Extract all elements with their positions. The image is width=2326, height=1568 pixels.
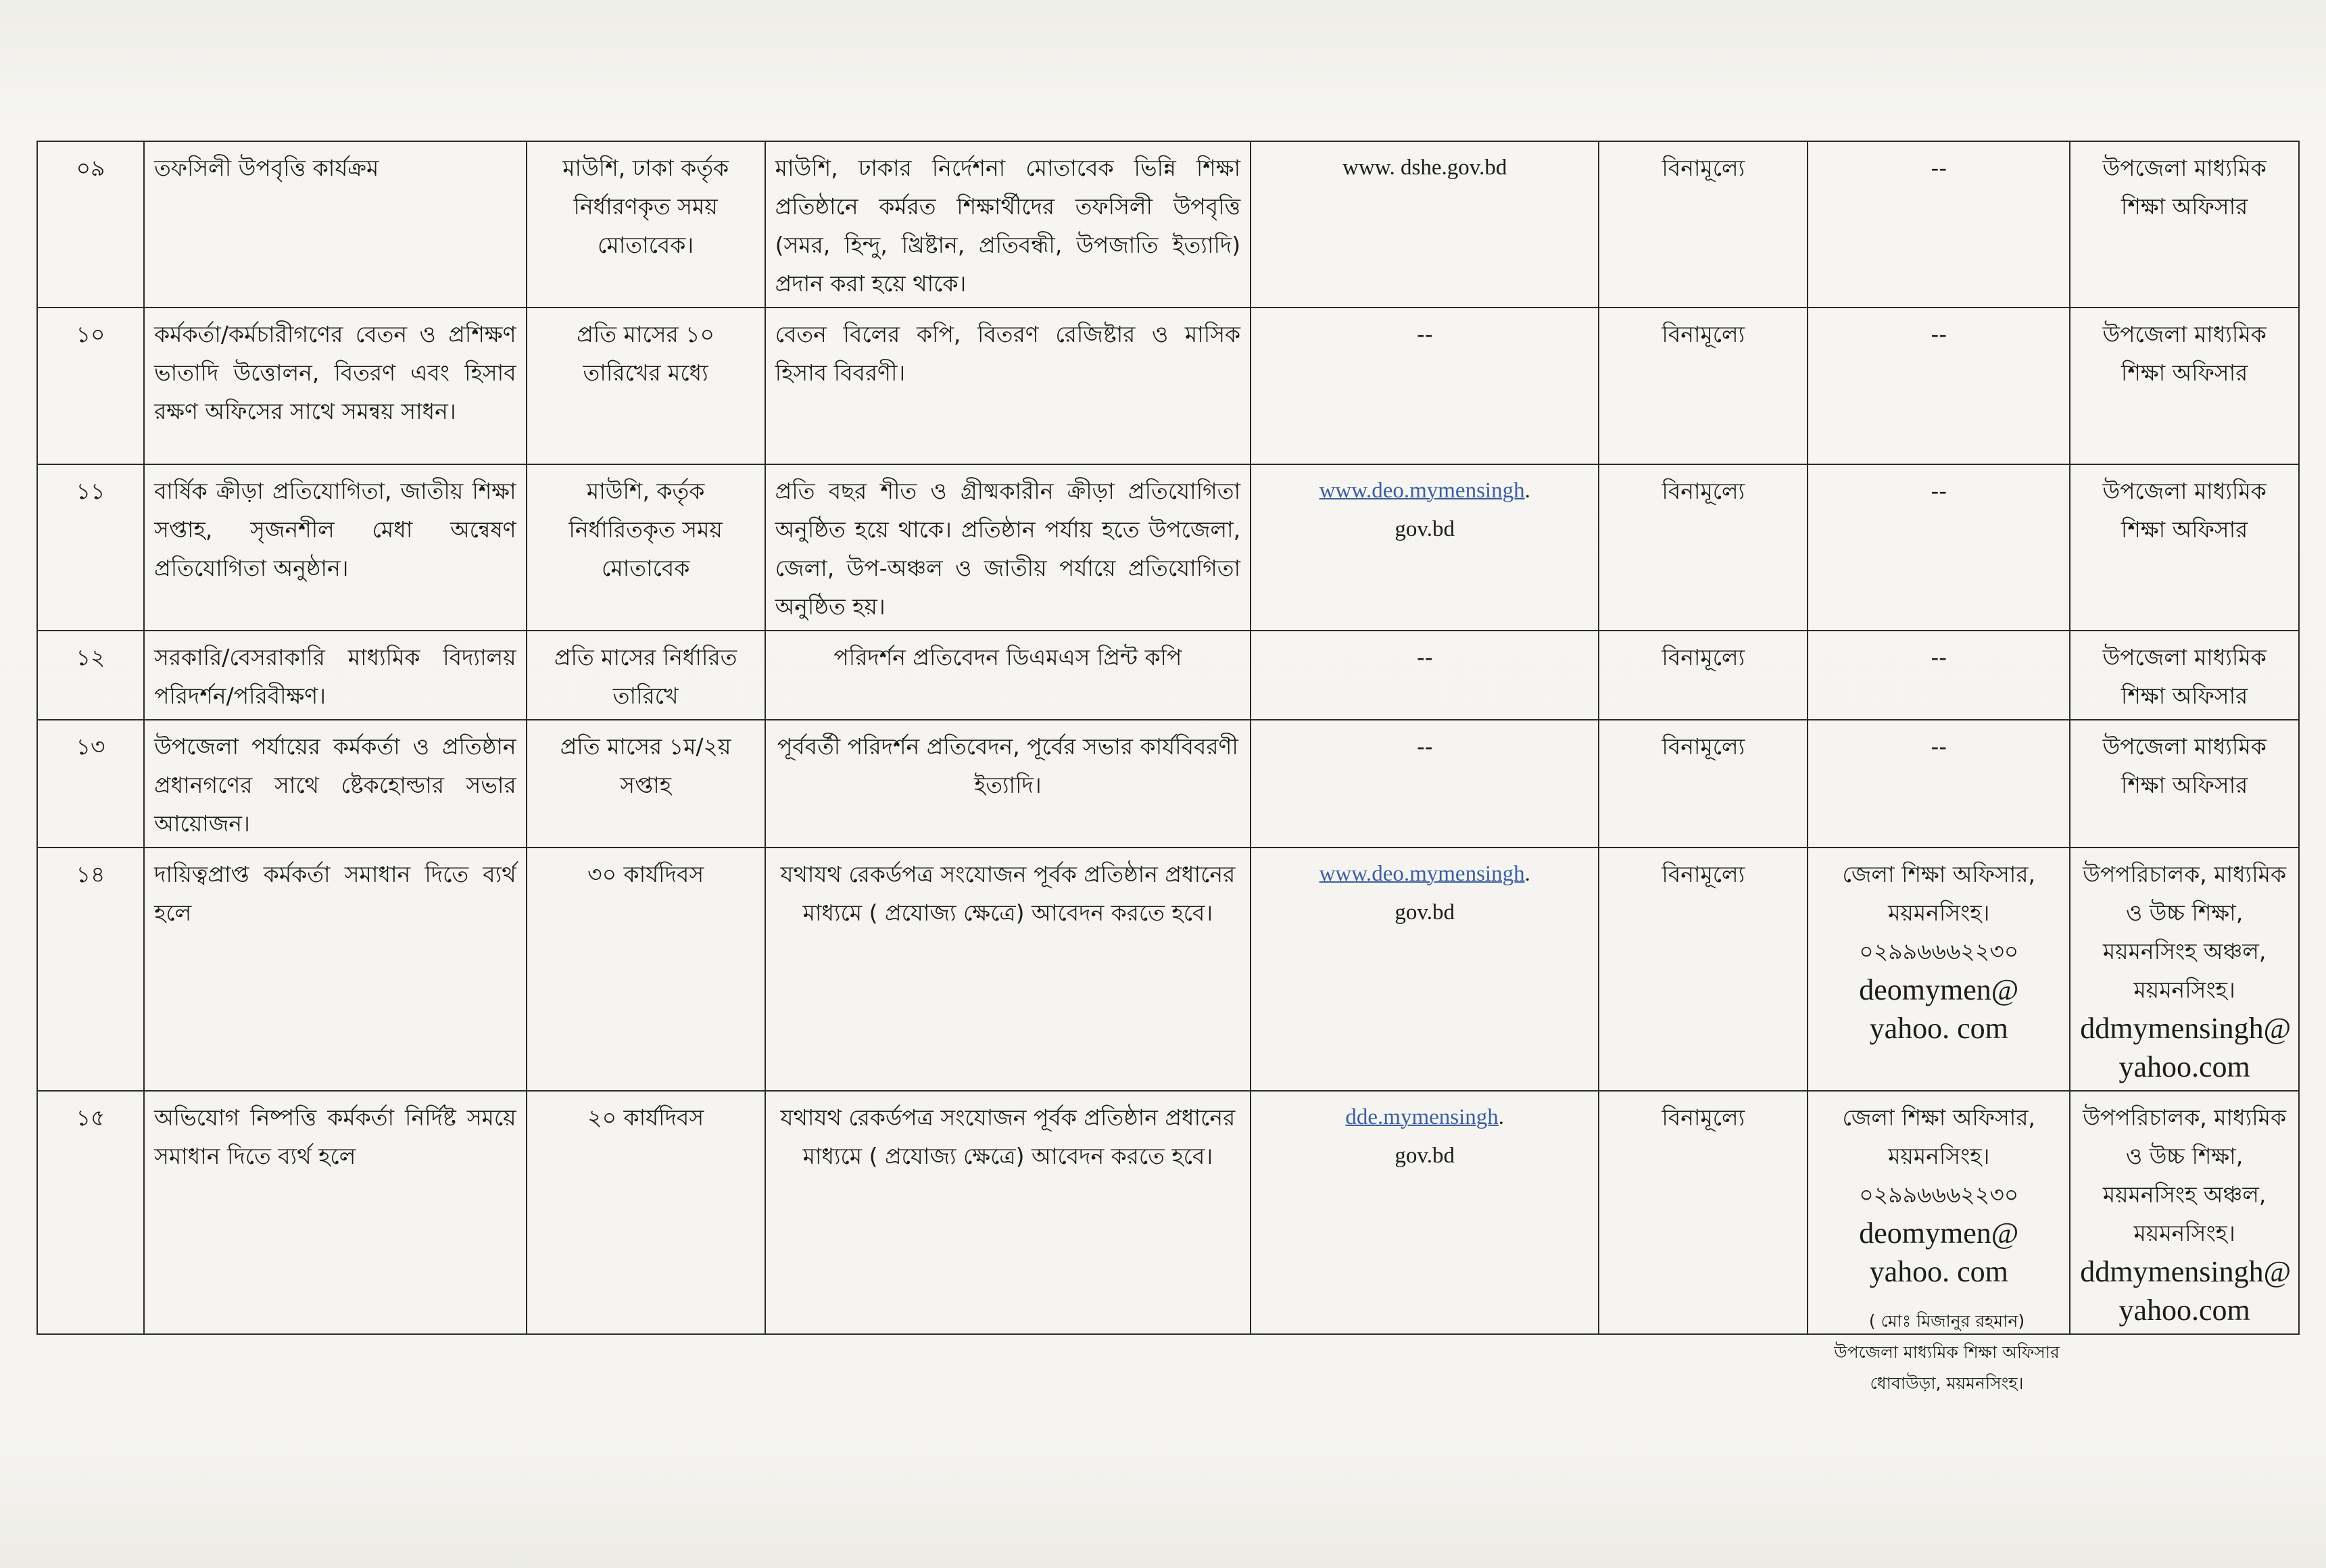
serial-number-cell: ১৩	[37, 720, 144, 848]
signature-block	[1758, 1306, 2136, 1399]
appeal-officer-cell: উপজেলা মাধ্যমিক শিক্ষা অফিসার	[2070, 464, 2299, 631]
service-name-cell: অভিযোগ নিষ্পত্তি কর্মকর্তা নির্দিষ্ট সময়ে সমাধান দিতে ব্যর্থ হলে	[144, 1091, 527, 1334]
contact-email-domain: yahoo. com	[1869, 1012, 2008, 1045]
fee-cell: বিনামূল্যে	[1599, 848, 1808, 1091]
contact-email-domain: yahoo. com	[1869, 1255, 2008, 1288]
serial-number-cell: ১০	[37, 308, 144, 464]
documents-cell: প্রতি বছর শীত ও গ্রীষ্মকারীন ক্রীড়া প্রতিযোগিতা অনুষ্ঠিত হয়ে থাকে। প্রতিষ্ঠান পর্যায় হতে উপজেলা, জেলা, উপ-অঞ্চল ও জাতীয় পর্যায়ে প্রতিযোগিতা অনুষ্ঠিত হয়।	[765, 464, 1251, 631]
website-cell	[1251, 848, 1599, 1091]
website-cell: --	[1251, 631, 1599, 720]
appeal-email-domain: yahoo.com	[2118, 1050, 2250, 1083]
documents-cell: বেতন বিলের কপি, বিতরণ রেজিষ্টার ও মাসিক হিসাব বিবরণী।	[765, 308, 1251, 464]
documents-cell: পরিদর্শন প্রতিবেদন ডিএমএস প্রিন্ট কপি	[765, 631, 1251, 720]
contact-cell	[1808, 1091, 2070, 1334]
contact-cell: --	[1808, 141, 2070, 308]
appeal-officer-cell	[2070, 848, 2299, 1091]
serial-number-cell: ১৫	[37, 1091, 144, 1334]
service-time-cell: প্রতি মাসের ১০ তারিখের মধ্যে	[527, 308, 765, 464]
website-cell	[1251, 1091, 1599, 1334]
serial-number-cell: ০৯	[37, 141, 144, 308]
appeal-officer-cell: উপজেলা মাধ্যমিক শিক্ষা অফিসার	[2070, 308, 2299, 464]
appeal-officer-cell: উপজেলা মাধ্যমিক শিক্ষা অফিসার	[2070, 720, 2299, 848]
website-domain: gov.bd	[1395, 1144, 1455, 1168]
appeal-officer-cell: উপজেলা মাধ্যমিক শিক্ষা অফিসার	[2070, 631, 2299, 720]
service-name-cell: উপজেলা পর্যায়ের কর্মকর্তা ও প্রতিষ্ঠান প্রধানগণের সাথে ষ্টেকহোল্ডার সভার আয়োজন।	[144, 720, 527, 848]
fee-cell: বিনামূল্যে	[1599, 141, 1808, 308]
contact-cell: --	[1808, 308, 2070, 464]
service-name-cell: তফসিলী উপবৃত্তি কার্যক্রম	[144, 141, 527, 308]
contact-office: জেলা শিক্ষা অফিসার, ময়মনসিংহ।	[1842, 861, 2035, 926]
appeal-email[interactable]: ddmymensingh@	[2080, 1012, 2292, 1045]
service-time-cell: ২০ কার্যদিবস	[527, 1091, 765, 1334]
contact-phone: ০২৯৯৬৬৬২২৩০	[1859, 1181, 2019, 1208]
signatory-designation: উপজেলা মাধ্যমিক শিক্ষা অফিসার	[1834, 1342, 2060, 1362]
website-dot: .	[1524, 479, 1530, 503]
documents-cell: মাউশি, ঢাকার নির্দেশনা মোতাবেক ভিন্নি শিক্ষা প্রতিষ্ঠানে কর্মরত শিক্ষার্থীদের তফসিলী উপবৃত্তি (সমর, হিন্দু, খ্রিষ্টান, প্রতিবন্ধী, উপজাতি ইত্যাদি) প্রদান করা হয়ে থাকে।	[765, 141, 1251, 308]
documents-cell: যথাযথ রেকর্ডপত্র সংযোজন পূর্বক প্রতিষ্ঠান প্রধানের মাধ্যমে ( প্রযোজ্য ক্ষেত্রে) আবেদন করতে হবে।	[765, 1091, 1251, 1334]
website-dot: .	[1498, 1105, 1505, 1129]
contact-office: জেলা শিক্ষা অফিসার, ময়মনসিংহ।	[1842, 1104, 2035, 1169]
contact-cell: --	[1808, 464, 2070, 631]
serial-number-cell: ১২	[37, 631, 144, 720]
service-time-cell: প্রতি মাসের নির্ধারিত তারিখে	[527, 631, 765, 720]
signatory-location: ধোবাউড়া, ময়মনসিংহ।	[1870, 1373, 2024, 1393]
website-domain: gov.bd	[1395, 517, 1455, 541]
service-name-cell: সরকারি/বেসরাকারি মাধ্যমিক বিদ্যালয় পরিদর্শন/পরিবীক্ষণ।	[144, 631, 527, 720]
contact-cell: --	[1808, 720, 2070, 848]
contact-cell: --	[1808, 631, 2070, 720]
fee-cell: বিনামূল্যে	[1599, 308, 1808, 464]
contact-phone: ০২৯৯৬৬৬২২৩০	[1859, 938, 2019, 964]
appeal-email[interactable]: ddmymensingh@	[2080, 1255, 2292, 1288]
citizen-charter-table	[37, 141, 2300, 1335]
service-time-cell: মাউশি, কর্তৃক নির্ধারিতকৃত সময় মোতাবেক	[527, 464, 765, 631]
table-row	[37, 1091, 2299, 1334]
website-cell: --	[1251, 308, 1599, 464]
website-cell	[1251, 464, 1599, 631]
table-row	[37, 464, 2299, 631]
table-row	[37, 720, 2299, 848]
website-cell: --	[1251, 720, 1599, 848]
service-time-cell: প্রতি মাসের ১ম/২য় সপ্তাহ	[527, 720, 765, 848]
serial-number-cell: ১১	[37, 464, 144, 631]
website-dot: .	[1524, 862, 1530, 886]
documents-cell: পূর্ববর্তী পরিদর্শন প্রতিবেদন, পূর্বের সভার কার্যবিবরণী ইত্যাদি।	[765, 720, 1251, 848]
fee-cell: বিনামূল্যে	[1599, 720, 1808, 848]
appeal-office: উপপরিচালক, মাধ্যমিক ও উচ্চ শিক্ষা, ময়মনসিংহ অঞ্চল, ময়মনসিংহ।	[2083, 1104, 2287, 1246]
table-row	[37, 631, 2299, 720]
website-link[interactable]: www.deo.mymensingh	[1319, 479, 1525, 503]
fee-cell: বিনামূল্যে	[1599, 1091, 1808, 1334]
contact-cell	[1808, 848, 2070, 1091]
fee-cell: বিনামূল্যে	[1599, 631, 1808, 720]
website-domain: gov.bd	[1395, 900, 1455, 925]
signatory-name: ( মোঃ মিজানুর রহমান)	[1868, 1311, 2025, 1331]
appeal-officer-cell: উপজেলা মাধ্যমিক শিক্ষা অফিসার	[2070, 141, 2299, 308]
table-row	[37, 141, 2299, 308]
appeal-office: উপপরিচালক, মাধ্যমিক ও উচ্চ শিক্ষা, ময়মনসিংহ অঞ্চল, ময়মনসিংহ।	[2083, 861, 2287, 1003]
contact-email[interactable]: deomymen@	[1859, 973, 2019, 1006]
table-row	[37, 308, 2299, 464]
service-time-cell: মাউশি, ঢাকা কর্তৃক নির্ধারণকৃত সময় মোতাবেক।	[527, 141, 765, 308]
service-name-cell: কর্মকর্তা/কর্মচারীগণের বেতন ও প্রশিক্ষণ ভাতাদি উত্তোলন, বিতরণ এবং হিসাব রক্ষণ অফিসের সাথে সমন্বয় সাধন।	[144, 308, 527, 464]
fee-cell: বিনামূল্যে	[1599, 464, 1808, 631]
service-time-cell: ৩০ কার্যদিবস	[527, 848, 765, 1091]
website-link[interactable]: dde.mymensingh	[1345, 1105, 1499, 1129]
website-link[interactable]: www.deo.mymensingh	[1319, 862, 1525, 886]
appeal-officer-cell	[2070, 1091, 2299, 1334]
documents-cell: যথাযথ রেকর্ডপত্র সংযোজন পূর্বক প্রতিষ্ঠান প্রধানের মাধ্যমে ( প্রযোজ্য ক্ষেত্রে) আবেদন করতে হবে।	[765, 848, 1251, 1091]
serial-number-cell: ১৪	[37, 848, 144, 1091]
website-cell: www. dshe.gov.bd	[1251, 141, 1599, 308]
service-name-cell: দায়িত্বপ্রাপ্ত কর্মকর্তা সমাধান দিতে ব্যর্থ হলে	[144, 848, 527, 1091]
table-row	[37, 848, 2299, 1091]
appeal-email-domain: yahoo.com	[2118, 1294, 2250, 1327]
contact-email[interactable]: deomymen@	[1859, 1217, 2019, 1250]
service-name-cell: বার্ষিক ক্রীড়া প্রতিযোগিতা, জাতীয় শিক্ষা সপ্তাহ, সৃজনশীল মেধা অন্বেষণ প্রতিযোগিতা অনুষ্ঠান।	[144, 464, 527, 631]
